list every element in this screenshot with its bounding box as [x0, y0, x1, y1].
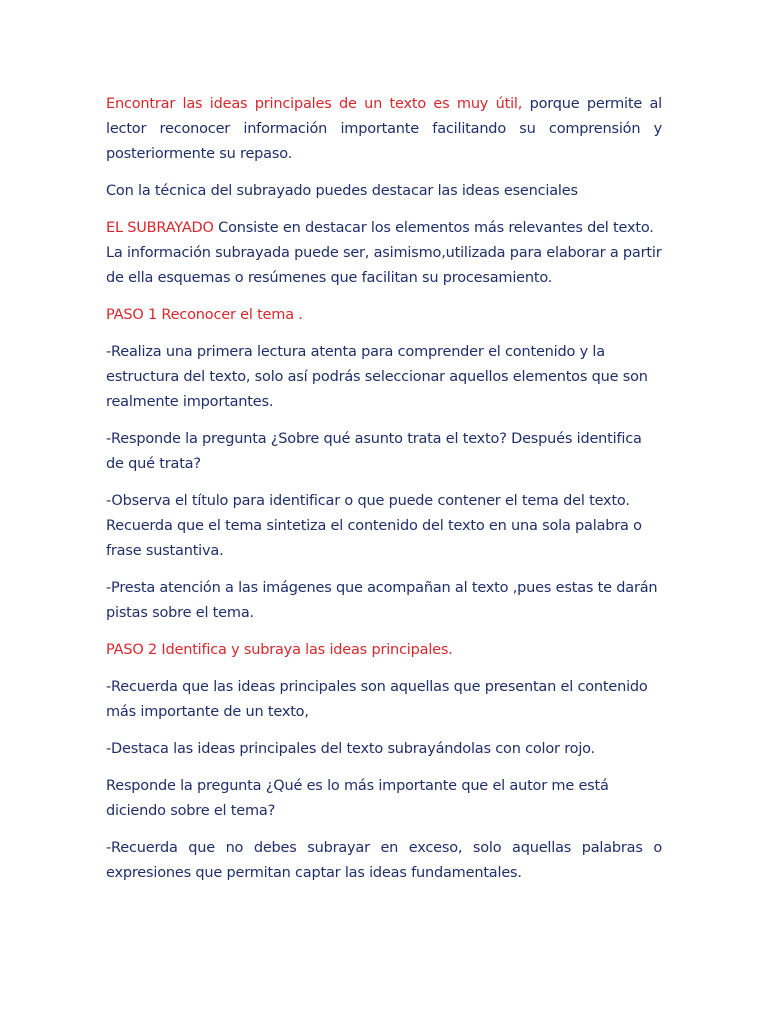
paso2-item: -Recuerda que no debes subrayar en exceso, solo aquellas palabras o expresiones que permitan captar las ideas fundamentales. [106, 840, 662, 881]
paso2-item: -Destaca las ideas principales del texto subrayándolas con color rojo. [106, 741, 595, 757]
intro-rest-text: porque permite al lector reconocer información importante facilitando su comprensión y posteriormente su repaso. [106, 96, 662, 162]
paso1-heading: PASO 1 Reconocer el tema . [106, 307, 303, 323]
paso2-item: Responde la pregunta ¿Qué es lo más importante que el autor me está diciendo sobre el tema? [106, 778, 609, 819]
tecnica-paragraph: Con la técnica del subrayado puedes destacar las ideas esenciales [106, 183, 578, 199]
paso2-item: -Recuerda que las ideas principales son aquellas que presentan el contenido más importante de un texto, [106, 679, 648, 720]
paso1-item: -Presta atención a las imágenes que acompañan al texto ,pues estas te darán pistas sobre el tema. [106, 580, 658, 621]
paso1-item: -Observa el título para identificar o que puede contener el tema del texto. Recuerda que el tema sintetiza el contenido del texto en una sola palabra o frase sustantiva. [106, 493, 642, 559]
paso1-item: -Realiza una primera lectura atenta para comprender el contenido y la estructura del texto, solo así podrás seleccionar aquellos elementos que son realmente importantes. [106, 344, 648, 410]
intro-lead-highlight: Encontrar las ideas principales de un texto es muy útil, [106, 96, 523, 112]
subrayado-definition-text: Consiste en destacar los elementos más relevantes del texto. La información subrayada puede ser, asimismo,utilizada para elaborar a partir de ella esquemas o resúmenes que facilitan su procesamiento. [106, 220, 662, 286]
intro-paragraph [106, 92, 662, 167]
subrayado-term-highlight: EL SUBRAYADO [106, 220, 214, 236]
subrayado-paragraph [106, 216, 662, 291]
document-page [106, 92, 662, 898]
paso2-heading: PASO 2 Identifica y subraya las ideas principales. [106, 642, 453, 658]
paso1-item: -Responde la pregunta ¿Sobre qué asunto trata el texto? Después identifica de qué trata? [106, 431, 642, 472]
